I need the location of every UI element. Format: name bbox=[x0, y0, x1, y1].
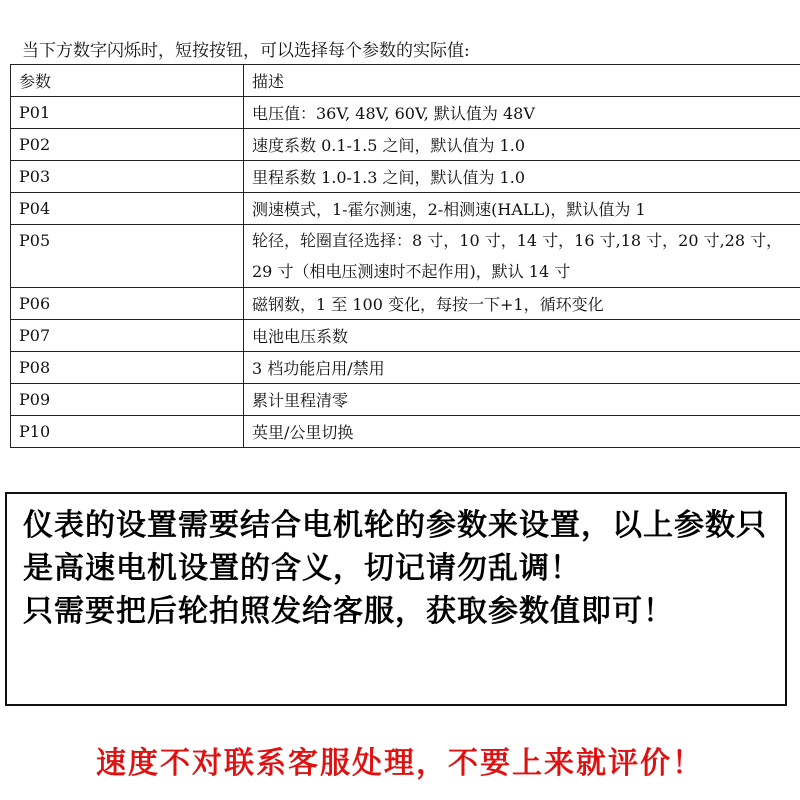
notice-box bbox=[5, 492, 787, 706]
param-desc: 里程系数 1.0-1.3 之间，默认值为 1.0 bbox=[244, 161, 800, 193]
table-row bbox=[11, 161, 800, 193]
table-row bbox=[11, 225, 800, 288]
param-code: P08 bbox=[11, 352, 244, 384]
param-code: P07 bbox=[11, 320, 244, 352]
table-row bbox=[11, 129, 800, 161]
intro-text: 当下方数字闪烁时，短按按钮，可以选择每个参数的实际值: bbox=[22, 41, 470, 61]
table-row bbox=[11, 384, 800, 416]
param-desc: 速度系数 0.1-1.5 之间，默认值为 1.0 bbox=[244, 129, 800, 161]
param-desc: 3 档功能启用/禁用 bbox=[244, 352, 800, 384]
param-code: P10 bbox=[11, 416, 244, 448]
param-desc: 轮径，轮圈直径选择：8 寸，10 寸，14 寸，16 寸,18 寸，20 寸,28 寸，29 寸（相电压测速时不起作用)，默认 14 寸 bbox=[244, 225, 800, 288]
param-code: P06 bbox=[11, 288, 244, 320]
header-desc: 描述 bbox=[244, 65, 800, 97]
notice-line-1: 仪表的设置需要结合电机轮的参数来设置，以上参数只是高速电机设置的含义，切记请勿乱调！ bbox=[23, 508, 767, 586]
param-desc: 磁钢数，1 至 100 变化，每按一下+1，循环变化 bbox=[244, 288, 800, 320]
param-desc: 英里/公里切换 bbox=[244, 416, 800, 448]
param-desc: 累计里程清零 bbox=[244, 384, 800, 416]
param-code: P09 bbox=[11, 384, 244, 416]
table-row bbox=[11, 193, 800, 225]
table-row bbox=[11, 320, 800, 352]
table-header-row bbox=[11, 65, 800, 97]
table-row bbox=[11, 288, 800, 320]
table-row bbox=[11, 97, 800, 129]
warning-text: 速度不对联系客服处理，不要上来就评价！ bbox=[96, 746, 704, 781]
param-code: P04 bbox=[11, 193, 244, 225]
table-row bbox=[11, 352, 800, 384]
param-code: P03 bbox=[11, 161, 244, 193]
table-row bbox=[11, 416, 800, 448]
notice-line-2: 只需要把后轮拍照发给客服，获取参数值即可！ bbox=[23, 594, 674, 629]
param-desc: 测速模式，1-霍尔测速，2-相测速(HALL)，默认值为 1 bbox=[244, 193, 800, 225]
param-code: P01 bbox=[11, 97, 244, 129]
param-desc: 电压值：36V, 48V, 60V, 默认值为 48V bbox=[244, 97, 800, 129]
param-code: P05 bbox=[11, 225, 244, 288]
param-desc: 电池电压系数 bbox=[244, 320, 800, 352]
param-code: P02 bbox=[11, 129, 244, 161]
parameter-table bbox=[10, 64, 800, 448]
header-param: 参数 bbox=[11, 65, 244, 97]
